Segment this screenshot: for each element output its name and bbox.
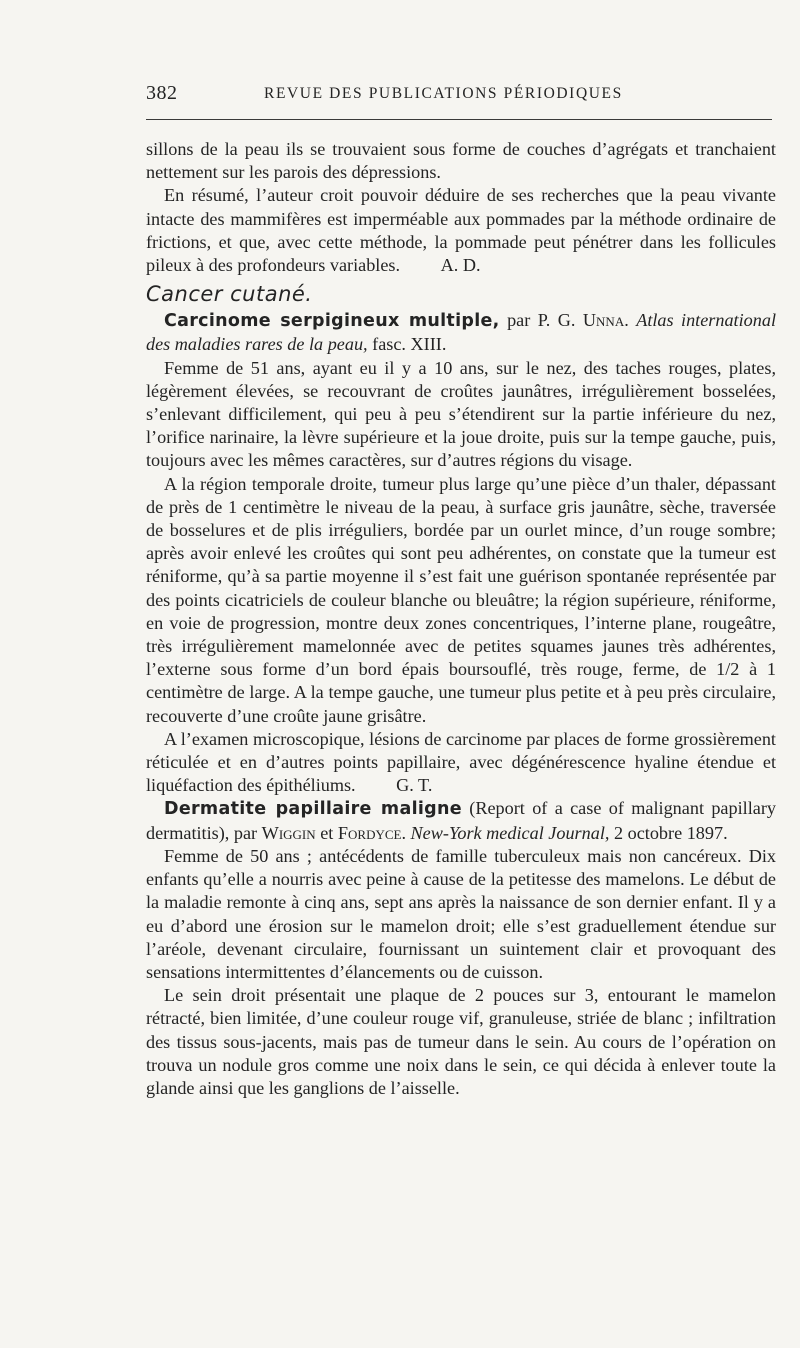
article-paragraph: Femme de 50 ans ; antécédents de famille tuberculeux mais non cancéreux. Dix enfants qu’elle a nourris avec peine à cause de la petitesse des mamelons. Le début de la maladie remonte à cinq ans, sept ans après la naissance de son dernier enfant. Il y a eu d’abord une érosion sur le mamelon droit; elle s’est graduellement étendue sur l’aréole, devenant circulaire, fournissant un suintement clair et provoquant des sensations intermittentes d’élancements ou de cuisson. bbox=[146, 845, 776, 982]
section-title: Cancer cutané. bbox=[146, 282, 313, 307]
body-text bbox=[146, 138, 776, 1100]
signature: G. T. bbox=[396, 775, 433, 796]
article-title: Carcinome serpigineux multiple, bbox=[164, 311, 500, 332]
journal-name: Atlas international des maladies rares de la peau, bbox=[146, 310, 776, 355]
running-title: REVUE DES PUBLICATIONS PÉRIODIQUES bbox=[264, 85, 623, 102]
article-heading: Dermatite papillaire maligne (Report of a case of malignant papillary dermatitis), par Wiggin et Fordyce. New-York medical Journal, 2 octobre 1897. bbox=[146, 798, 776, 843]
page-number: 382 bbox=[146, 82, 178, 104]
article-paragraph: Le sein droit présentait une plaque de 2 pouces sur 3, entourant le mamelon rétracté, bien limitée, d’une couleur rouge vif, granuleuse, striée de blanc ; infiltration des tissus sous-jacents, mais pas de tumeur dans le sein. Au cours de l’opération on trouva un nodule gros comme une noix dans le sein, ce qui décida à enlever toute la glande ainsi que les ganglions de l’aisselle. bbox=[146, 985, 776, 1098]
signature: A. D. bbox=[440, 255, 481, 276]
article-author: Wiggin bbox=[261, 822, 316, 843]
article-paragraph: Femme de 51 ans, ayant eu il y a 10 ans, sur le nez, des taches rouges, plates, légèrement élevées, se recouvrant de croûtes jaunâtres, irrégulièrement bosselées, s’enlevant difficilement, qui peu à peu s’étendirent sur la partie inférieure du nez, l’orifice narinaire, la lèvre supérieure et la joue droite, puis sur la tempe gauche, puis, toujours avec les mêmes caractères, sur d’autres régions du visage. bbox=[146, 357, 776, 471]
journal-name: New-York medical Journal, bbox=[410, 822, 610, 843]
article-author: Unna. bbox=[582, 310, 629, 331]
paragraph-continuation: sillons de la peau ils se trouvaient sous forme de couches d’agrégats et tranchaient nettement sur les parois des dépressions. bbox=[146, 139, 776, 183]
article-paragraph: A l’examen microscopique, lésions de carcinome par places de forme grossièrement réticulée et en d’autres points papillaire, avec dégénérescence hyaline étendue et liquéfaction des épithéliums. G. T. bbox=[146, 728, 776, 796]
page-header bbox=[146, 82, 776, 108]
article-author: Fordyce. bbox=[337, 822, 406, 843]
article-title: Dermatite papillaire maligne bbox=[164, 799, 462, 820]
article-heading: Carcinome serpigineux multiple, par P. G. Unna. Atlas international des maladies rares de la peau, fasc. XIII. bbox=[146, 310, 776, 355]
paragraph-summary: En résumé, l’auteur croit pouvoir déduire de ses recherches que la peau vivante intacte des mammifères est imperméable aux pommades par la méthode ordinaire de frictions, et que, avec cette méthode, la pommade peut pénétrer dans les follicules pileux à des profondeurs variables. A. D. bbox=[146, 185, 776, 276]
article-paragraph: A la région temporale droite, tumeur plus large qu’une pièce d’un thaler, dépassant de près de 1 centimètre le niveau de la peau, à surface gris jaunâtre, sèche, traversée de bosselures et de plis irréguliers, bordée par un ourlet mince, d’un rouge sombre; après avoir enlevé les croûtes qui sont peu adhérentes, on constate que la tumeur est réniforme, qu’à sa partie moyenne il s’est fait une guérison spontanée représentée par des points cicatriciels de couleur blanche ou bleuâtre; la région supérieure, réniforme, en voie de progression, montre deux zones concentriques, l’interne plane, rougeâtre, très irrégulièrement mamelonnée avec de petites squames jaunes très adhérentes, l’externe sous forme d’un bord épais boursouflé, très rouge, ferme, de 1/2 à 1 centimètre de large. A la tempe gauche, une tumeur plus petite et à peu près circulaire, recouverte d’une croûte jaune grisâtre. bbox=[146, 473, 776, 726]
header-rule bbox=[146, 119, 772, 120]
